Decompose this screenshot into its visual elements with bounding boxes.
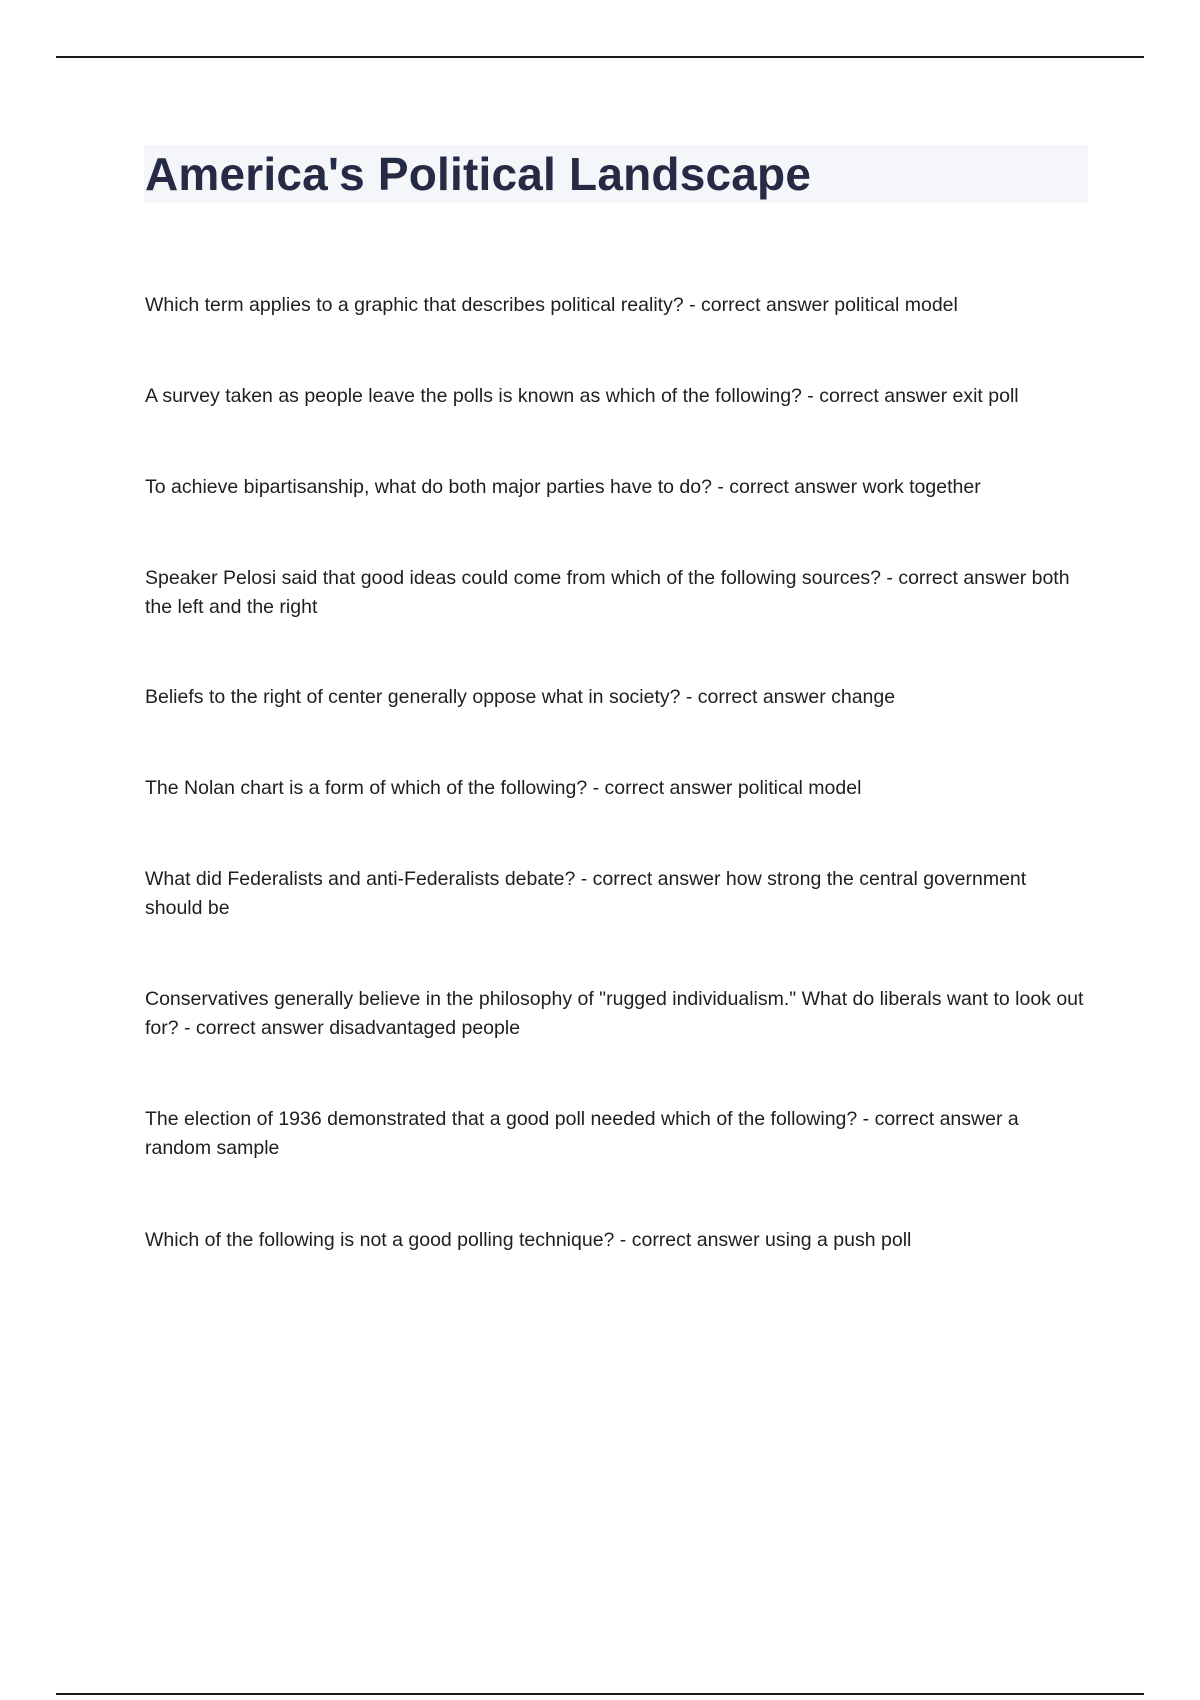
qa-item: A survey taken as people leave the polls is known as which of the following? - correct answer exit poll	[145, 385, 1019, 407]
qa-item: Which term applies to a graphic that describes political reality? - correct answer political model	[145, 294, 958, 316]
qa-item: Speaker Pelosi said that good ideas could come from which of the following sources? - correct answer both the left and the right	[145, 567, 1070, 618]
qa-item: Which of the following is not a good polling technique? - correct answer using a push poll	[145, 1229, 912, 1251]
qa-item: To achieve bipartisanship, what do both major parties have to do? - correct answer work together	[145, 476, 981, 498]
qa-item: The election of 1936 demonstrated that a good poll needed which of the following? - correct answer a random sample	[145, 1108, 1019, 1159]
top-rule	[56, 56, 1144, 58]
page-title: America's Political Landscape	[145, 148, 812, 200]
qa-item: What did Federalists and anti-Federalists debate? - correct answer how strong the central government should be	[145, 868, 1027, 919]
bottom-rule	[56, 1693, 1144, 1695]
qa-item: Conservatives generally believe in the philosophy of "rugged individualism." What do liberals want to look out for? - correct answer disadvantaged people	[145, 988, 1084, 1039]
qa-item: Beliefs to the right of center generally oppose what in society? - correct answer change	[145, 686, 896, 708]
qa-item: The Nolan chart is a form of which of the following? - correct answer political model	[145, 777, 862, 799]
